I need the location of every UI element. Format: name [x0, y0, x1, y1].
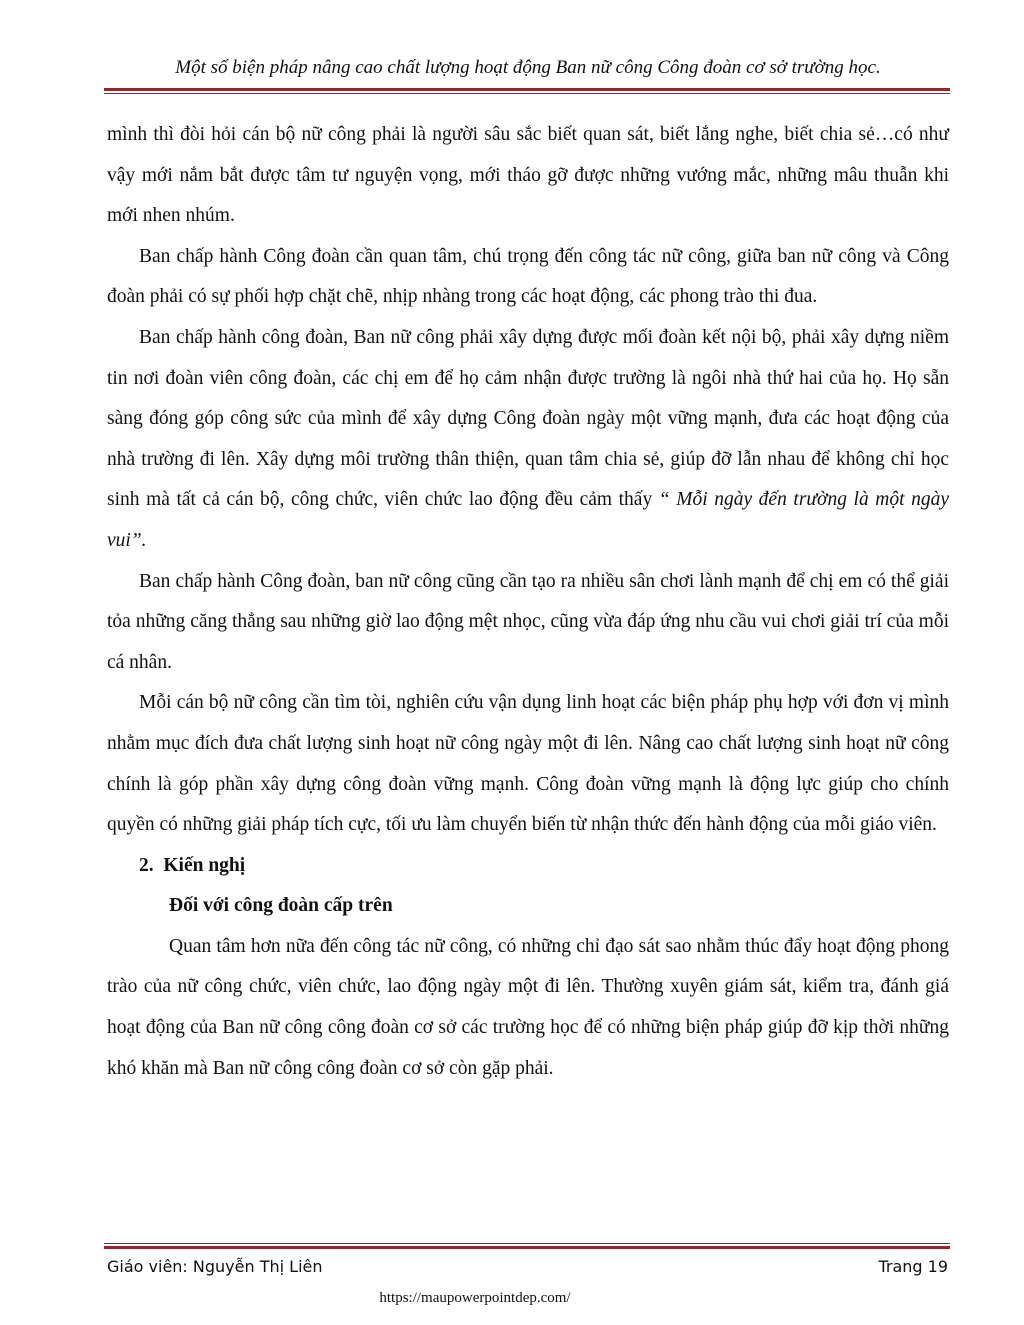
section-heading	[107, 846, 949, 887]
body-text	[107, 115, 949, 1089]
section-number: 2.	[139, 854, 154, 876]
italic-quote: “ Mỗi ngày đến trường là một ngày vui”.	[107, 489, 949, 551]
running-header: Một số biện pháp nâng cao chất lượng hoạt động Ban nữ công Công đoàn cơ sở trường học.	[175, 57, 881, 78]
paragraph-with-quote	[107, 318, 949, 562]
header-rule-thick	[104, 88, 950, 91]
footer-rule-thin	[104, 1243, 950, 1244]
paragraph: Mỗi cán bộ nữ công cần tìm tòi, nghiên cứu vận dụng linh hoạt các biện pháp phụ hợp với đơn vị mình nhằm mục đích đưa chất lượng sinh hoạt nữ công ngày một đi lên. Nâng cao chất lượng sinh hoạt nữ công chính là góp phần xây dựng công đoàn vững mạnh. Công đoàn vững mạnh là động lực giúp cho chính quyền có những giải pháp tích cực, tối ưu làm chuyển biến từ nhận thức đến hành động của mỗi giáo viên.	[107, 692, 949, 836]
subheading: Đối với công đoàn cấp trên	[169, 895, 393, 917]
section-title: Kiến nghị	[163, 854, 246, 876]
paragraph: Ban chấp hành Công đoàn cần quan tâm, chú trọng đến công tác nữ công, giữa ban nữ công và Công đoàn phải có sự phối hợp chặt chẽ, nhịp nhàng trong các hoạt động, các phong trào thi đua.	[107, 245, 949, 308]
paragraph: Ban chấp hành Công đoàn, ban nữ công cũng cần tạo ra nhiều sân chơi lành mạnh để chị em có thể giải tỏa những căng thẳng sau những giờ lao động mệt nhọc, cũng vừa đáp ứng nhu cầu vui chơi giải trí của mỗi cá nhân.	[107, 570, 949, 673]
paragraph: Quan tâm hơn nữa đến công tác nữ công, có những chỉ đạo sát sao nhằm thúc đẩy hoạt động phong trào của nữ công chức, viên chức, lao động ngày một đi lên. Thường xuyên giám sát, kiểm tra, đánh giá hoạt động của Ban nữ công công đoàn cơ sở các trường học để có những biện pháp giúp đỡ kịp thời những khó khăn mà Ban nữ công công đoàn cơ sở còn gặp phải.	[107, 935, 949, 1079]
header-rule-thin	[104, 93, 950, 94]
paragraph-continuation: mình thì đòi hỏi cán bộ nữ công phải là người sâu sắc biết quan sát, biết lắng nghe, biết chia sẻ…có như vậy mới nắm bắt được tâm tư nguyện vọng, mới tháo gỡ được những vướng mắc, những mâu thuẫn khi mới nhen nhúm.	[107, 124, 949, 227]
footer-rule-thick	[104, 1246, 950, 1249]
paragraph-text: Ban chấp hành công đoàn, Ban nữ công phải xây dựng được mối đoàn kết nội bộ, phải xây dựng niềm tin nơi đoàn viên công đoàn, các chị em để họ cảm nhận được trường là ngôi nhà thứ hai của họ. Họ sẵn sàng đóng góp công sức của mình để xây dựng Công đoàn ngày một vững mạnh, đưa các hoạt động của nhà trường đi lên. Xây dựng môi trường thân thiện, quan tâm chia sẻ, giúp đỡ lẫn nhau để không chỉ học sinh mà tất cả cán bộ, công chức, viên chức lao động đều cảm thấy	[107, 326, 949, 511]
page-number: Trang 19	[878, 1257, 948, 1276]
source-url[interactable]: https://maupowerpointdep.com/	[379, 1290, 571, 1306]
footer-author: Giáo viên: Nguyễn Thị Liên	[107, 1257, 323, 1276]
